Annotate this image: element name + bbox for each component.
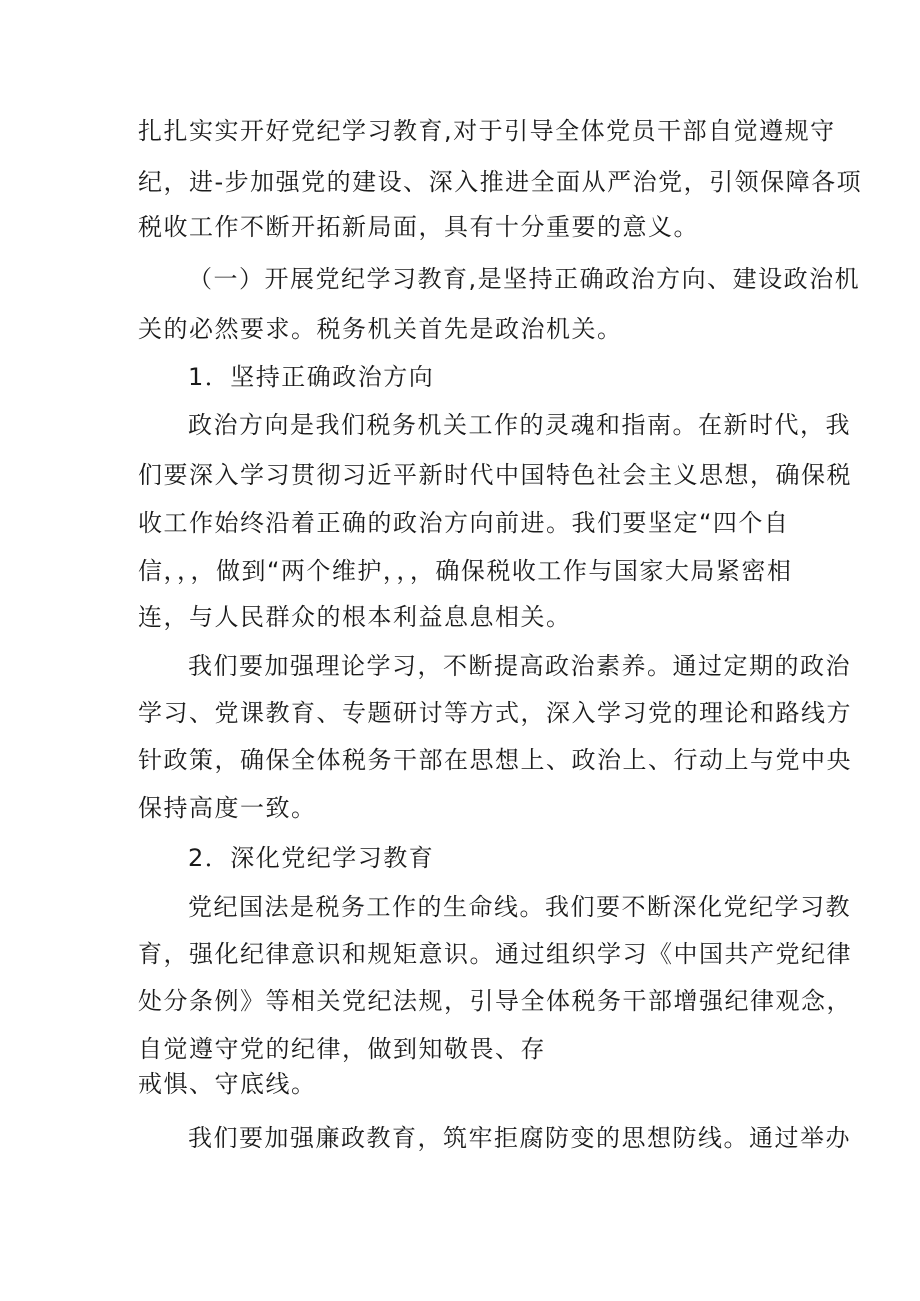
text-line: 戒惧、守底线。 <box>138 1070 317 1098</box>
text-line: 纪，进-步加强党的建设、深入推进全面从严治党，引领保障各项 <box>138 168 863 196</box>
text-line: 信，，，做到“两个维护，，，确保税收工作与国家大局紧密相 <box>138 557 793 585</box>
text-line: 扎扎实实开好党纪学习教育,对于引导全体党员干部自觉遵规守 <box>138 117 836 145</box>
text-line: 我们要加强理论学习，不断提高政治素养。通过定期的政治 <box>188 652 851 680</box>
text-line: 保持高度一致。 <box>138 794 317 822</box>
section-heading: 1．坚持正确政治方向 <box>188 363 435 391</box>
text-line: 我们要加强廉政教育，筑牢拒腐防变的思想防线。通过举办 <box>188 1124 851 1152</box>
text-line: 们要深入学习贯彻习近平新时代中国特色社会主义思想，确保税 <box>138 461 852 489</box>
text-line: 连，与人民群众的根本利益息息相关。 <box>138 603 572 631</box>
text-line: 党纪国法是税务工作的生命线。我们要不断深化党纪学习教 <box>188 893 851 921</box>
text-line: 处分条例》等相关党纪法规，引导全体税务干部增强纪律观念， <box>138 987 852 1015</box>
text-line: 自觉遵守党的纪律，做到知敬畏、存 <box>138 1035 546 1063</box>
text-line: 关的必然要求。税务机关首先是政治机关。 <box>138 315 623 343</box>
section-heading: 2．深化党纪学习教育 <box>188 844 435 872</box>
text-line: 学习、党课教育、专题研讨等方式，深入学习党的理论和路线方 <box>138 699 852 727</box>
text-line: 税收工作不断开拓新局面，具有十分重要的意义。 <box>138 213 699 241</box>
text-line: 育，强化纪律意识和规矩意识。通过组织学习《中国共产党纪律 <box>138 940 852 968</box>
text-line: 针政策，确保全体税务干部在思想上、政治上、行动上与党中央 <box>138 746 852 774</box>
text-line: 政治方向是我们税务机关工作的灵魂和指南。在新时代，我 <box>188 411 851 439</box>
text-line: （一）开展党纪学习教育,是坚持正确政治方向、建设政治机 <box>188 265 861 293</box>
text-line: 收工作始终沿着正确的政治方向前进。我们要坚定“四个自 <box>138 509 790 537</box>
